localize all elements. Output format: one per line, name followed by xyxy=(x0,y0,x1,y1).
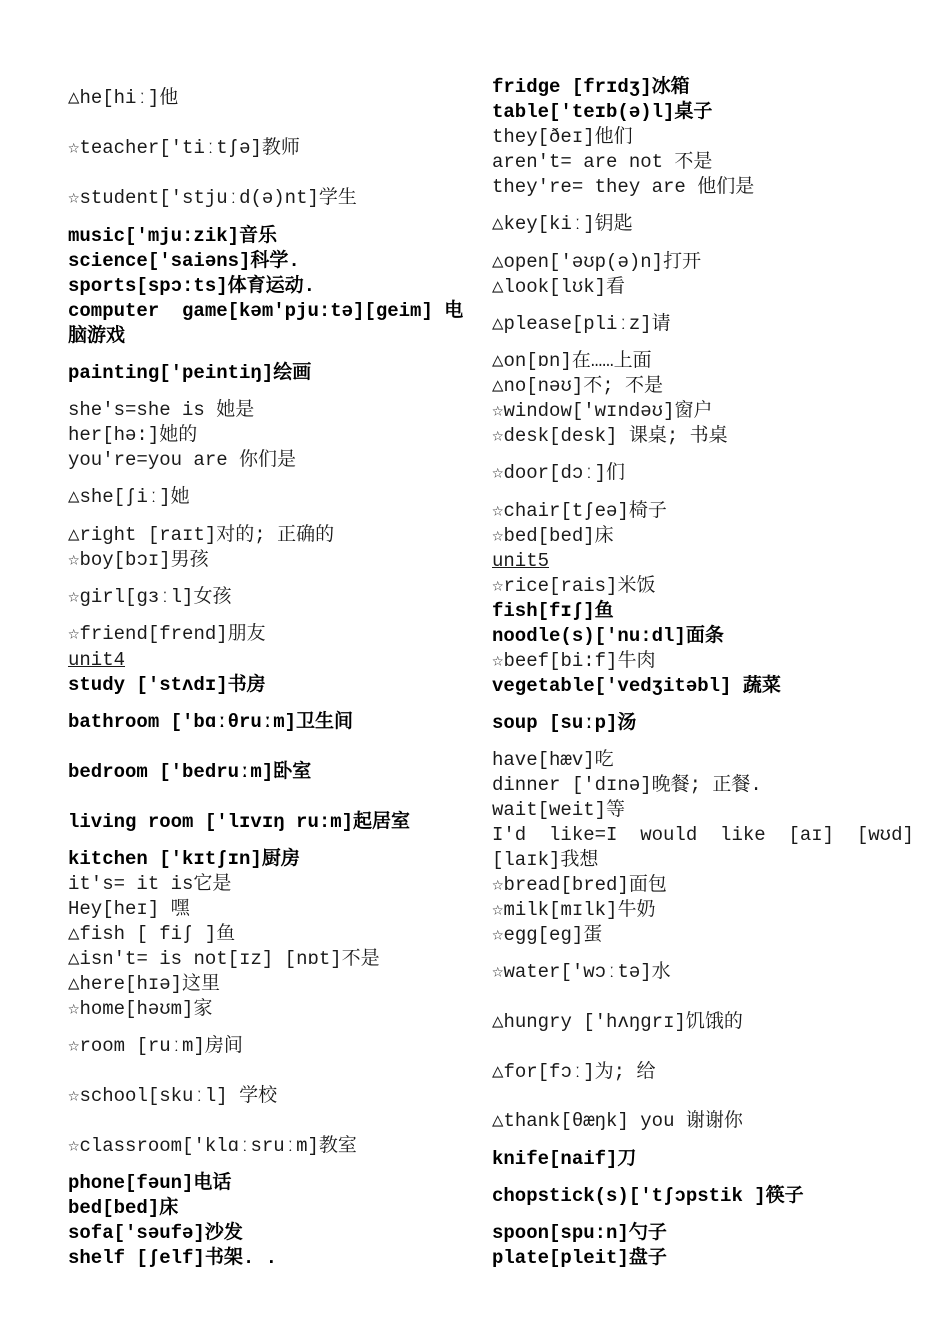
vocab-entry: △key[kiː]钥匙 xyxy=(492,213,633,235)
vocab-entry: △fish [ fiʃ ]鱼 xyxy=(68,923,236,945)
vocab-entry: bedroom ['bedruːm]卧室 xyxy=(68,761,312,783)
vocab-entry: ☆room [ruːm]房间 xyxy=(68,1035,243,1057)
vocab-entry: chopstick(s)['tʃɔpstik ]筷子 xyxy=(492,1185,804,1207)
vocab-entry: △right [raɪt]对的; 正确的 xyxy=(68,524,335,546)
vocab-entry: table['teɪb(ə)l]桌子 xyxy=(492,101,713,123)
vocab-entry: her[hə:]她的 xyxy=(68,424,198,446)
vocab-entry: △hungry ['hʌŋgrɪ]饥饿的 xyxy=(492,1011,743,1033)
vocab-entry: ☆girl[gɜːl]女孩 xyxy=(68,586,232,608)
vocab-entry: spoon[spu:n]勺子 xyxy=(492,1222,667,1244)
vocab-entry: ☆beef[bi:f]牛肉 xyxy=(492,650,656,672)
vocab-entry: it's= it is它是 xyxy=(68,873,232,895)
vocab-entry: Hey[heɪ] 嘿 xyxy=(68,898,190,920)
vocab-entry: △he[hiː]他 xyxy=(68,87,179,109)
vocab-entry: computer game[kəm'pju:tə][geim] 电 xyxy=(68,300,464,322)
unit-heading: unit4 xyxy=(68,649,126,671)
vocab-entry: sports[spɔ:ts]体育运动. xyxy=(68,275,316,297)
vocab-entry: ☆boy[bɔɪ]男孩 xyxy=(68,549,209,571)
vocab-entry: sofa['səufə]沙发 xyxy=(68,1222,243,1244)
vocab-entry: △please[pliːz]请 xyxy=(492,313,671,335)
vocab-entry: ☆student['stjuːd(ə)nt]学生 xyxy=(68,187,357,209)
vocab-entry: ☆school[skuːl] 学校 xyxy=(68,1085,278,1107)
vocab-entry: fridge [frɪdʒ]冰箱 xyxy=(492,76,690,98)
vocab-entry: aren't= are not 不是 xyxy=(492,151,713,173)
vocab-entry: 脑游戏 xyxy=(68,325,126,347)
vocab-entry: music['mju:zik]音乐 xyxy=(68,225,278,247)
vocab-entry: ☆desk[desk] 课桌; 书桌 xyxy=(492,425,728,447)
vocab-entry: ☆home[həʊm]家 xyxy=(68,998,213,1020)
vocab-entry: [laɪk]我想 xyxy=(492,849,599,871)
vocab-entry: shelf [ʃelf]书架. . xyxy=(68,1247,278,1269)
vocab-entry: ☆rice[rais]米饭 xyxy=(492,575,656,597)
vocab-entry: ☆teacher['tiːtʃə]教师 xyxy=(68,137,300,159)
vocab-entry: △thank[θæŋk] you 谢谢你 xyxy=(492,1110,743,1132)
vocab-entry: I'd like=I would like [aɪ] [wʊd] xyxy=(492,824,914,846)
vocab-entry: bathroom ['bɑːθruːm]卫生间 xyxy=(68,711,354,733)
vocab-entry: knife[naif]刀 xyxy=(492,1148,637,1170)
vocab-entry: ☆bed[bed]床 xyxy=(492,525,614,547)
vocab-entry: painting['peintiŋ]绘画 xyxy=(68,362,312,384)
vocab-entry: ☆water['wɔːtə]水 xyxy=(492,961,671,983)
vocab-entry: △no[nəʊ]不; 不是 xyxy=(492,375,664,397)
vocab-entry: △here[hɪə]这里 xyxy=(68,973,221,995)
vocab-entry: wait[weit]等 xyxy=(492,799,626,821)
vocab-entry: fish[fɪʃ]鱼 xyxy=(492,600,614,622)
vocab-entry: phone[fəun]电话 xyxy=(68,1172,232,1194)
vocab-entry: bed[bed]床 xyxy=(68,1197,179,1219)
vocab-entry: ☆door[dɔː]们 xyxy=(492,462,626,484)
vocab-entry: noodle(s)['nu:dl]面条 xyxy=(492,625,724,647)
vocab-entry: △she[ʃiː]她 xyxy=(68,486,190,508)
vocab-entry: ☆egg[eg]蛋 xyxy=(492,924,603,946)
vocab-entry: living room ['lɪvɪŋ ru:m]起居室 xyxy=(68,811,411,833)
vocab-entry: △look[lʊk]看 xyxy=(492,276,626,298)
vocab-entry: study ['stʌdɪ]书房 xyxy=(68,674,266,696)
vocab-entry: △for[fɔː]为; 给 xyxy=(492,1061,656,1083)
vocab-entry: kitchen ['kɪtʃɪn]厨房 xyxy=(68,848,300,870)
vocab-entry: △isn't= is not[ɪz] [nɒt]不是 xyxy=(68,948,380,970)
vocab-entry: dinner ['dɪnə]晚餐; 正餐. xyxy=(492,774,762,796)
vocab-entry: △on[ɒn]在……上面 xyxy=(492,350,652,372)
vocab-entry: ☆friend[frend]朋友 xyxy=(68,623,266,645)
vocab-entry: she's=she is 她是 xyxy=(68,399,255,421)
vocab-entry: ☆milk[mɪlk]牛奶 xyxy=(492,899,656,921)
vocab-entry: soup [suːp]汤 xyxy=(492,712,637,734)
vocab-entry: plate[pleit]盘子 xyxy=(492,1247,667,1269)
vocab-entry: △open['əʊp(ə)n]打开 xyxy=(492,251,702,273)
vocab-entry: they[ðeɪ]他们 xyxy=(492,126,633,148)
vocab-entry: vegetable['vedʒitəbl] 蔬菜 xyxy=(492,675,781,697)
vocab-entry: ☆window['wɪndəʊ]窗户 xyxy=(492,400,713,422)
vocab-entry: ☆chair[tʃeə]椅子 xyxy=(492,500,667,522)
vocab-entry: ☆classroom['klɑːsruːm]教室 xyxy=(68,1135,357,1157)
vocab-entry: science['saiəns]科学. xyxy=(68,250,300,272)
unit-heading: unit5 xyxy=(492,550,550,572)
vocab-entry: have[hæv]吃 xyxy=(492,749,614,771)
vocab-entry: they're= they are 他们是 xyxy=(492,176,755,198)
vocab-entry: you're=you are 你们是 xyxy=(68,449,297,471)
vocab-entry: ☆bread[bred]面包 xyxy=(492,874,667,896)
